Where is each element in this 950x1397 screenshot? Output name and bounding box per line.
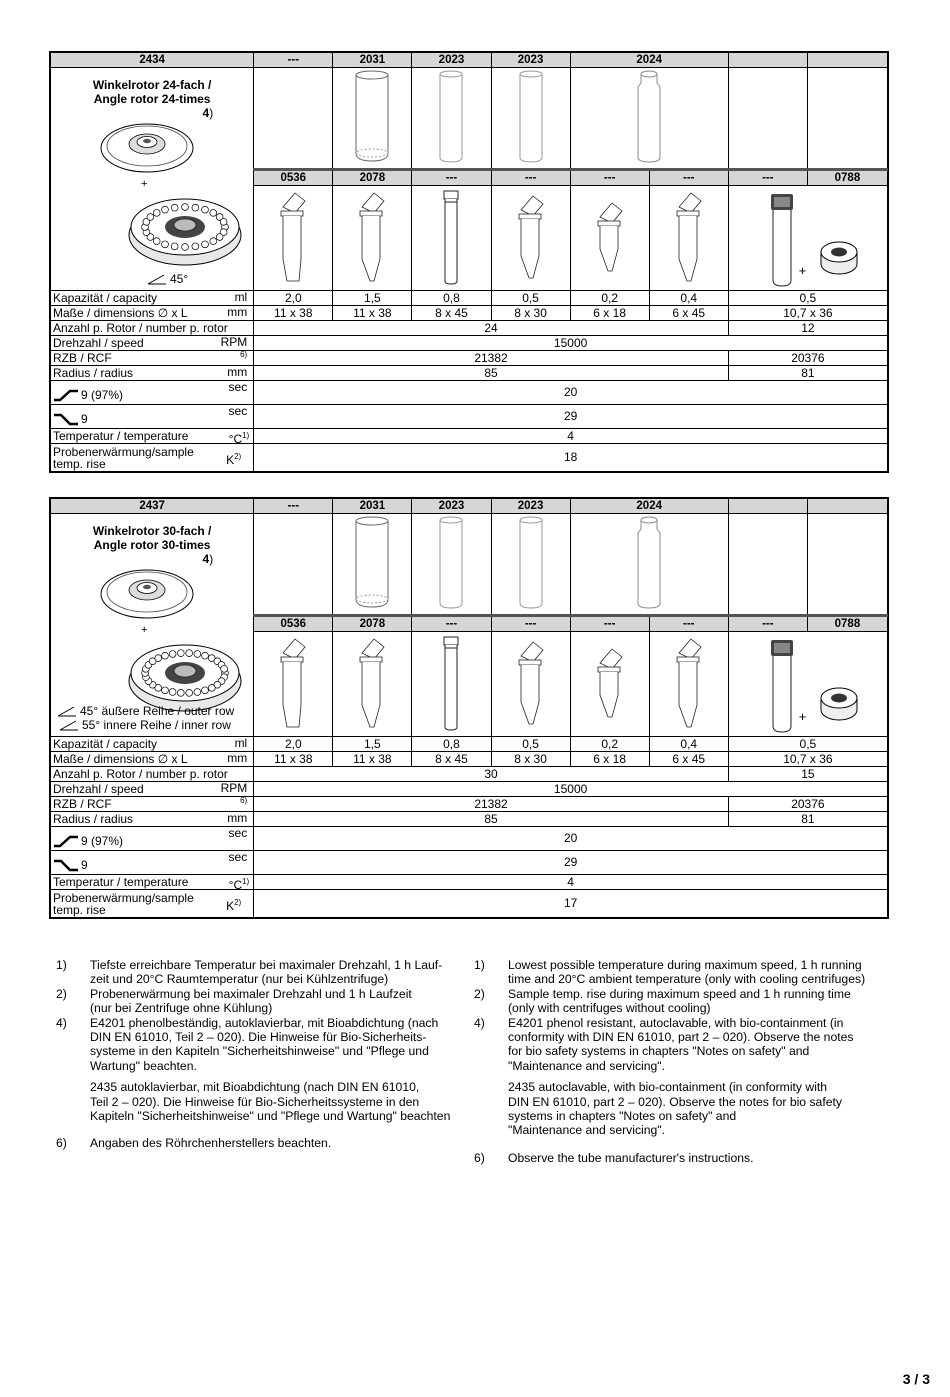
number-value: 24	[254, 321, 729, 336]
accel-value: 20	[254, 381, 888, 405]
rotor-note: 4	[202, 552, 210, 566]
acceleration-ramp-icon	[53, 388, 79, 402]
dimensions-value: 10,7 x 36	[728, 752, 887, 767]
dimensions-label: Maße / dimensions ∅ x L	[53, 751, 188, 766]
tube-code: ---	[254, 499, 333, 514]
capacity-value: 2,0	[254, 291, 333, 306]
decel-label: 9	[81, 857, 88, 872]
micro-tube-icon	[273, 633, 313, 733]
temperature-label: Temperatur / temperature	[53, 428, 189, 443]
number-label: Anzahl p. Rotor / number p. rotor	[51, 767, 254, 782]
rotor-title: Winkelrotor 24-fach / Angle rotor 24-times 4)	[92, 78, 214, 120]
capacity-value: 0,8	[412, 291, 491, 306]
tube-code: 2031	[333, 499, 412, 514]
dimensions-value: 11 x 38	[254, 752, 333, 767]
deceleration-ramp-icon	[53, 858, 79, 872]
micro-tube-icon	[511, 190, 551, 284]
temperature-label: Temperatur / temperature	[53, 874, 189, 889]
tube-code: ---	[649, 616, 728, 632]
temp-rise-value: 18	[254, 444, 888, 472]
accel-label: 9 (97%)	[81, 833, 124, 848]
micro-tube-icon	[669, 633, 709, 733]
angle-icon	[147, 273, 167, 285]
rcf-value: 20376	[728, 797, 887, 812]
speed-label: Drehzahl / speed	[53, 781, 144, 796]
rotor-body-icon	[125, 189, 245, 271]
capacity-value: 0,5	[491, 291, 570, 306]
tube-code: ---	[728, 616, 807, 632]
tube-code: ---	[412, 170, 491, 186]
tube-code: 2023	[412, 499, 491, 514]
rcf-value: 21382	[254, 797, 729, 812]
tube-code: ---	[570, 170, 649, 186]
dimensions-value: 10,7 x 36	[728, 306, 887, 321]
screw-cap-tube-icon	[765, 190, 799, 290]
dimensions-value: 11 x 38	[254, 306, 333, 321]
slim-tube-icon	[439, 633, 463, 733]
angle-icon	[59, 719, 79, 731]
radius-label: Radius / radius	[53, 811, 134, 826]
rotor-note: 4	[202, 106, 210, 120]
capacity-value: 0,2	[570, 737, 649, 752]
tube-code: 2024	[570, 499, 728, 514]
tube-code: ---	[412, 616, 491, 632]
tube-icon	[516, 69, 546, 165]
dimensions-value: 8 x 45	[412, 752, 491, 767]
footnote: 4) E4201 phenol resistant, autoclavable, with bio-containment (in conformity with DIN EN 61010, part 2 – 020). Observe the notes for bio safety systems in chapters "Notes on safety" and "Maintenance and servicing".	[474, 1015, 854, 1073]
rotor-table-2437: 2437 --- 2031 2023 2023 2024 Winkelrotor 30-fach / Angle rotor 30-times 4) + 45° äußere Reihe / outer row 55° innere Reihe / inner row 0536 2078 --- --- --- --- --- 0788 + Kapazität / capacity ml 2,0 1,5 0,8 0,5 0,2 0,4 0,5 Maße / dimensions ∅ x L mm 11 x 38 11 x 38 8 x 45 8 x 30 6 x 18 6 x 45 10,7 x 36 Anzahl p. Rotor / number p. rotor 30 15 Drehzahl / speed RPM 15000 RZB / RCF 6) 21382 20376 Radius / radius mm 85 81 9 (97%) sec 20 9 sec 29 Temperatur / temperature $^\circ C^{1)}$ 4 Probenerwärmung/sample temp. rise $K^{2)}$ 17	[49, 497, 889, 919]
micro-tube-icon	[273, 187, 313, 287]
capacity-value: 1,5	[333, 291, 412, 306]
tube-code: ---	[570, 616, 649, 632]
tube-code: ---	[649, 170, 728, 186]
tube-code: 0536	[254, 616, 333, 632]
footnote: 4) E4201 phenolbeständig, autoklavierbar, mit Bioabdichtung (nach DIN EN 61010, Teil 2 – 020). Die Hinweise für Bio-Sicherheits- systeme in den Kapiteln "Sicherheitshinweise" und "Pflege und Wartung" beachten.	[56, 1015, 439, 1073]
capacity-value: 0,8	[412, 737, 491, 752]
capacity-value: 0,5	[491, 737, 570, 752]
tube-code: 2023	[491, 53, 570, 68]
radius-label: Radius / radius	[53, 365, 134, 380]
dimensions-label: Maße / dimensions ∅ x L	[53, 305, 188, 320]
decel-label: 9	[81, 411, 88, 426]
micro-tube-icon	[511, 636, 551, 730]
tube-icon	[516, 515, 546, 611]
tube-code: ---	[728, 170, 807, 186]
tube-code: 2031	[333, 53, 412, 68]
footnote: 1) Tiefste erreichbare Temperatur bei maximaler Drehzahl, 1 h Lauf- zeit und 20°C Raumtemperatur (nur bei Kühlzentrifuge)	[56, 958, 443, 987]
rcf-value: 20376	[728, 351, 887, 366]
footnotes-english	[474, 958, 894, 1165]
dimensions-value: 8 x 45	[412, 306, 491, 321]
footnote: 2) Sample temp. rise during maximum speed and 1 h running time (only with centrifuges without cooling)	[474, 986, 851, 1016]
dimensions-value: 8 x 30	[491, 306, 570, 321]
dimensions-value: 6 x 18	[570, 752, 649, 767]
angle-label: 45° äußere Reihe / outer row	[80, 704, 235, 718]
speed-value: 15000	[254, 782, 888, 797]
rcf-label: RZB / RCF	[53, 796, 112, 811]
speed-value: 15000	[254, 336, 888, 351]
dimensions-value: 11 x 38	[333, 752, 412, 767]
page-number: 3 / 3	[902, 1371, 930, 1387]
tube-icon	[436, 69, 466, 165]
plus-sign: +	[141, 624, 148, 636]
number-label: Anzahl p. Rotor / number p. rotor	[51, 321, 254, 336]
radius-value: 81	[728, 366, 887, 381]
tube-code: 2023	[412, 53, 491, 68]
tube-code: 0536	[254, 170, 333, 186]
capacity-value: 0,5	[728, 291, 887, 306]
capacity-value: 0,4	[649, 737, 728, 752]
tube-icon	[352, 515, 392, 611]
tube-icon	[634, 515, 664, 611]
footnote: 6) Observe the tube manufacturer's instructions.	[474, 1150, 754, 1165]
plus-sign: +	[798, 263, 807, 278]
screw-cap-tube-icon	[765, 636, 799, 736]
adapter-ring-icon	[817, 238, 861, 278]
radius-value: 81	[728, 812, 887, 827]
acceleration-ramp-icon	[53, 834, 79, 848]
tube-code: 2078	[333, 170, 412, 186]
rotor-top-view-icon	[97, 566, 197, 622]
speed-label: Drehzahl / speed	[53, 335, 144, 350]
rotor-id: 2434	[51, 53, 254, 68]
radius-value: 85	[254, 812, 729, 827]
dimensions-value: 8 x 30	[491, 752, 570, 767]
number-value: 12	[728, 321, 887, 336]
accel-label: 9 (97%)	[81, 387, 124, 402]
capacity-value: 0,5	[728, 737, 887, 752]
tube-code: 0788	[807, 616, 887, 632]
radius-value: 85	[254, 366, 729, 381]
decel-value: 29	[254, 851, 888, 875]
angle-info	[51, 704, 234, 732]
angle-label: 55° innere Reihe / inner row	[82, 718, 231, 732]
plus-sign: +	[798, 709, 807, 724]
footnote: 1) Lowest possible temperature during maximum speed, 1 h running time and 20°C ambient temperature (only with cooling centrifuges)	[474, 958, 866, 987]
tube-code: ---	[491, 616, 570, 632]
micro-tube-icon	[669, 187, 709, 287]
dimensions-value: 11 x 38	[333, 306, 412, 321]
tube-icon	[352, 69, 392, 165]
tube-code: 2023	[491, 499, 570, 514]
rcf-label: RZB / RCF	[53, 350, 112, 365]
number-value: 30	[254, 767, 729, 782]
deceleration-ramp-icon	[53, 412, 79, 426]
dimensions-value: 6 x 45	[649, 306, 728, 321]
tube-code: 2024	[570, 53, 728, 68]
tube-icon	[436, 515, 466, 611]
rotor-id: 2437	[51, 499, 254, 514]
capacity-label: Kapazität / capacity	[53, 290, 158, 305]
tube-code: 2078	[333, 616, 412, 632]
dimensions-value: 6 x 45	[649, 752, 728, 767]
temp-rise-value: 17	[254, 890, 888, 918]
accel-value: 20	[254, 827, 888, 851]
angle-label: 45°	[170, 272, 189, 286]
angle-info	[141, 272, 188, 286]
rotor-title: Winkelrotor 30-fach / Angle rotor 30-times 4)	[92, 524, 214, 566]
decel-value: 29	[254, 405, 888, 429]
temperature-value: 4	[254, 875, 888, 890]
footnote: 2) Probenerwärmung bei maximaler Drehzahl und 1 h Laufzeit (nur bei Zentrifuge ohne Kühlung)	[56, 986, 412, 1016]
capacity-value: 1,5	[333, 737, 412, 752]
tube-icon	[634, 69, 664, 165]
slim-tube-icon	[439, 187, 463, 287]
tube-code: ---	[491, 170, 570, 186]
micro-tube-icon	[590, 197, 630, 277]
tube-code: 0788	[807, 170, 887, 186]
footnote: 2435 autoklavierbar, mit Bioabdichtung (nach DIN EN 61010, Teil 2 – 020). Die Hinweise für Bio-Sicherheitssysteme in den Kapiteln "Sicherheitshinweise" und "Pflege und Wartung" beachten	[90, 1080, 451, 1124]
footnotes-german	[56, 958, 456, 1151]
footnote: 6) Angaben des Röhrchenherstellers beachten.	[56, 1136, 332, 1151]
capacity-value: 0,2	[570, 291, 649, 306]
capacity-value: 2,0	[254, 737, 333, 752]
adapter-ring-icon	[817, 684, 861, 724]
capacity-label: Kapazität / capacity	[53, 736, 158, 751]
angle-icon	[57, 705, 77, 717]
tube-code: ---	[254, 53, 333, 68]
rcf-value: 21382	[254, 351, 729, 366]
micro-tube-icon	[352, 633, 392, 733]
temp-rise-label: Probenerwärmung/sample	[53, 444, 194, 459]
plus-sign: +	[141, 178, 148, 190]
micro-tube-icon	[352, 187, 392, 287]
number-value: 15	[728, 767, 887, 782]
temperature-value: 4	[254, 429, 888, 444]
capacity-value: 0,4	[649, 291, 728, 306]
dimensions-value: 6 x 18	[570, 306, 649, 321]
micro-tube-icon	[590, 643, 630, 723]
rotor-table-2434: 2434 --- 2031 2023 2023 2024 Winkelrotor 24-fach / Angle rotor 24-times 4) + 45° 0536 2078 --- --- --- --- --- 0788 + Kapazität / capacity ml 2,0 1,5 0,8 0,5 0,2 0,4 0,5 Maße / dimensions ∅ x L mm 11 x 38 11 x 38 8 x 45 8 x 30 6 x 18 6 x 45 10,7 x 36 Anzahl p. Rotor / number p. rotor 24 12 Drehzahl / speed RPM 15000 RZB / RCF 6) 21382 20376 Radius / radius mm 85 81 9 (97%) sec 20 9 sec 29 Temperatur / temperature $^\circ C^{1)}$ 4 Probenerwärmung/sample temp. rise $K^{2)}$ 18	[49, 51, 889, 473]
temp-rise-label: Probenerwärmung/sample	[53, 890, 194, 905]
rotor-top-view-icon	[97, 120, 197, 176]
footnote: 2435 autoclavable, with bio-containment (in conformity with DIN EN 61010, part 2 – 020). Observe the notes for bio safety systems in chapters "Notes on safety" and "Maintenance and servicing".	[508, 1080, 842, 1138]
